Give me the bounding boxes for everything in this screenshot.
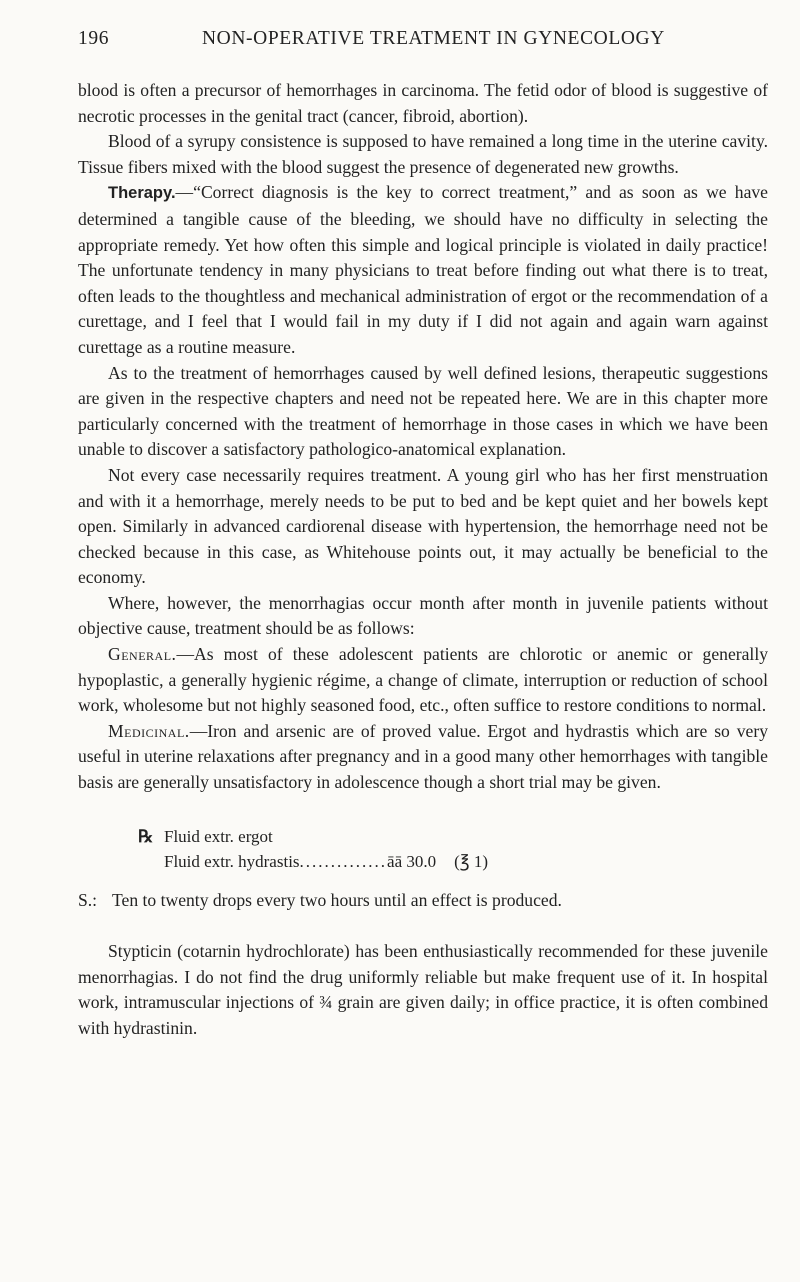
page-body [78,78,768,1042]
paragraph-stypticin: Stypticin (cotarnin hydrochlorate) has been enthusiastically recommended for these juvenile menorrhagias. I do not find the drug uniformly reliable but make frequent use of it. In hospital work, intramuscular injections of ¾ grain are given daily; in office practice, it is often combined with hydrastinin. [78,941,768,1038]
rx-line-1 [138,824,768,849]
rx-symbol: ℞ [138,826,154,846]
page-number: 196 [78,28,110,49]
paragraph-1: blood is often a precursor of hemorrhages in carcinoma. The fetid odor of blood is suggestive of necrotic processes in the genital tract (cancer, fibroid, abortion). [78,80,768,126]
rx-quantity: āā 30.0 [387,851,437,871]
rx-ingredient-1: Fluid extr. ergot [164,826,273,846]
paragraph-therapy [78,180,768,360]
general-heading: General. [108,644,177,665]
prescription [138,824,768,874]
signa-text: Ten to twenty drops every two hours until an effect is produced. [112,889,562,910]
paragraph-5: Not every case necessarily requires treatment. A young girl who has her first menstruation and with it a hemorrhage, merely needs to be put to bed and be kept quiet and her bowels kept open. Similarly in advanced cardiorenal disease with hypertension, the hemorrhage need not be checked because in this case, as Whitehouse points out, it may actually be beneficial to the economy. [78,464,768,588]
rx-ingredient-2: Fluid extr. hydrastis [164,851,300,871]
general-text: —As most of these adolescent patients are chlorotic or anemic or generally hypoplastic, a generally hygienic régime, a change of climate, interruption or reduction of school work, wholesome but not highly seasoned food, etc., often suffice to restore conditions to normal. [78,644,768,716]
signa-label: S.: [78,889,98,910]
paragraph-general [78,642,768,719]
rx-signa [78,888,768,914]
therapy-heading: Therapy. [108,184,176,203]
paragraph-2: Blood of a syrupy consistence is supposed to have remained a long time in the uterine cavity. Tissue fibers mixed with the blood suggest the presence of degenerated new growths. [78,131,768,177]
paragraph-medicinal [78,719,768,796]
running-title: NON-OPERATIVE TREATMENT IN GYNECOLOGY [202,28,665,49]
therapy-text: —“Correct diagnosis is the key to correct treatment,” and as soon as we have determined a tangible cause of the bleeding, we should have no difficulty in selecting the appropriate remedy. Yet how often this simple and logical principle is violated in daily practice! The unfortunate tendency in many physicians to treat before finding out what there is to treat, often leads to the thoughtless and mechanical administration of ergot or the recommendation of a curettage, and I feel that I would fail in my duty if I did not again and again warn against curettage as a routine measure. [78,182,768,357]
rx-leader: .............. [299,851,388,871]
paragraph-6: Where, however, the menorrhagias occur month after month in juvenile patients without objective cause, treatment should be as follows: [78,592,768,639]
paragraph-4: As to the treatment of hemorrhages caused by well defined lesions, therapeutic suggestions are given in the respective chapters and need not be repeated here. We are in this chapter more particularly concerned with the treatment of hemorrhage in those cases in which we have been unable to discover a satisfactory pathologico-anatomical explanation. [78,362,768,460]
medicinal-text: —Iron and arsenic are of proved value. Ergot and hydrastis which are so very useful in uterine relaxations after pregnancy and in a good many other hemorrhages with tangible basis are generally unsatisfactory in adolescence though a short trial may be given. [78,720,768,793]
rx-line-2 [138,849,768,874]
rx-apothecary: (℥ 1) [454,851,489,871]
medicinal-heading: Medicinal. [108,720,190,741]
